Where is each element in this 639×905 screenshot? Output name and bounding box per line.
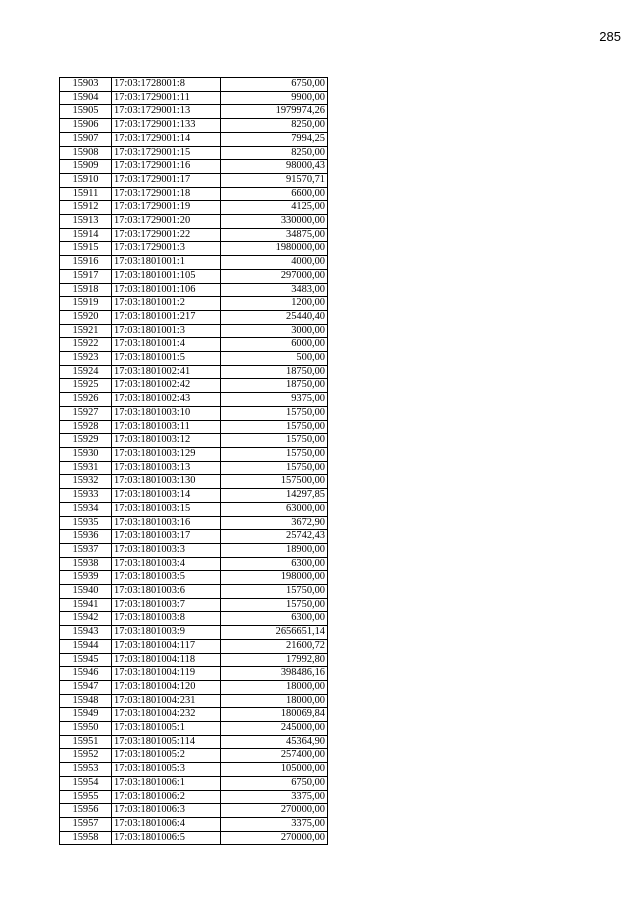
- value-cell: 25742,43: [221, 530, 328, 544]
- cadastral-number-cell: 17:03:1801001:2: [112, 297, 221, 311]
- value-cell: 18900,00: [221, 543, 328, 557]
- row-number-cell: 15923: [60, 352, 112, 366]
- row-number-cell: 15955: [60, 790, 112, 804]
- value-cell: 18000,00: [221, 680, 328, 694]
- row-number-cell: 15917: [60, 269, 112, 283]
- cadastral-number-cell: 17:03:1801006:2: [112, 790, 221, 804]
- row-number-cell: 15949: [60, 708, 112, 722]
- table-row: [60, 379, 328, 393]
- table-row: [60, 461, 328, 475]
- cadastral-number-cell: 17:03:1801005:3: [112, 763, 221, 777]
- value-cell: 6300,00: [221, 612, 328, 626]
- row-number-cell: 15906: [60, 119, 112, 133]
- row-number-cell: 15957: [60, 817, 112, 831]
- row-number-cell: 15956: [60, 804, 112, 818]
- cadastral-number-cell: 17:03:1801001:1: [112, 256, 221, 270]
- table-row: [60, 228, 328, 242]
- cadastral-number-cell: 17:03:1729001:15: [112, 146, 221, 160]
- row-number-cell: 15929: [60, 434, 112, 448]
- table-row: [60, 365, 328, 379]
- table-row: [60, 831, 328, 845]
- value-cell: 9375,00: [221, 393, 328, 407]
- row-number-cell: 15925: [60, 379, 112, 393]
- table-row: [60, 804, 328, 818]
- table-row: [60, 352, 328, 366]
- cadastral-number-cell: 17:03:1801006:5: [112, 831, 221, 845]
- table-row: [60, 626, 328, 640]
- cadastral-number-cell: 17:03:1801003:10: [112, 406, 221, 420]
- value-cell: 270000,00: [221, 804, 328, 818]
- cadastral-number-cell: 17:03:1801005:114: [112, 735, 221, 749]
- cadastral-number-cell: 17:03:1801002:42: [112, 379, 221, 393]
- value-cell: 1979974,26: [221, 105, 328, 119]
- value-cell: 15750,00: [221, 406, 328, 420]
- table-row: [60, 146, 328, 160]
- value-cell: 3483,00: [221, 283, 328, 297]
- table-row: [60, 78, 328, 92]
- value-cell: 15750,00: [221, 461, 328, 475]
- value-cell: 500,00: [221, 352, 328, 366]
- cadastral-number-cell: 17:03:1729001:17: [112, 173, 221, 187]
- table-row: [60, 763, 328, 777]
- row-number-cell: 15939: [60, 571, 112, 585]
- table-row: [60, 215, 328, 229]
- cadastral-number-cell: 17:03:1801003:3: [112, 543, 221, 557]
- row-number-cell: 15920: [60, 310, 112, 324]
- cadastral-number-cell: 17:03:1801004:120: [112, 680, 221, 694]
- table-row: [60, 639, 328, 653]
- table-row: [60, 598, 328, 612]
- row-number-cell: 15904: [60, 91, 112, 105]
- row-number-cell: 15924: [60, 365, 112, 379]
- value-cell: 63000,00: [221, 502, 328, 516]
- table-row: [60, 667, 328, 681]
- table-row: [60, 256, 328, 270]
- value-cell: 17992,80: [221, 653, 328, 667]
- row-number-cell: 15936: [60, 530, 112, 544]
- row-number-cell: 15911: [60, 187, 112, 201]
- row-number-cell: 15941: [60, 598, 112, 612]
- table-row: [60, 283, 328, 297]
- table-row: [60, 105, 328, 119]
- value-cell: 157500,00: [221, 475, 328, 489]
- value-cell: 15750,00: [221, 420, 328, 434]
- value-cell: 270000,00: [221, 831, 328, 845]
- row-number-cell: 15913: [60, 215, 112, 229]
- cadastral-number-cell: 17:03:1729001:19: [112, 201, 221, 215]
- value-cell: 15750,00: [221, 585, 328, 599]
- table-row: [60, 735, 328, 749]
- cadastral-number-cell: 17:03:1801003:7: [112, 598, 221, 612]
- table-row: [60, 694, 328, 708]
- value-cell: 98000,43: [221, 160, 328, 174]
- value-cell: 180069,84: [221, 708, 328, 722]
- cadastral-number-cell: 17:03:1729001:11: [112, 91, 221, 105]
- row-number-cell: 15935: [60, 516, 112, 530]
- value-cell: 3672,90: [221, 516, 328, 530]
- row-number-cell: 15934: [60, 502, 112, 516]
- cadastral-number-cell: 17:03:1801004:117: [112, 639, 221, 653]
- table-row: [60, 160, 328, 174]
- table-row: [60, 612, 328, 626]
- table-row: [60, 447, 328, 461]
- cadastral-number-cell: 17:03:1801002:43: [112, 393, 221, 407]
- table-row: [60, 557, 328, 571]
- value-cell: 3000,00: [221, 324, 328, 338]
- cadastral-number-cell: 17:03:1801001:105: [112, 269, 221, 283]
- row-number-cell: 15951: [60, 735, 112, 749]
- row-number-cell: 15903: [60, 78, 112, 92]
- row-number-cell: 15915: [60, 242, 112, 256]
- table-row: [60, 434, 328, 448]
- table-row: [60, 297, 328, 311]
- cadastral-number-cell: 17:03:1801003:4: [112, 557, 221, 571]
- cadastral-table-body: [60, 78, 328, 845]
- value-cell: 9900,00: [221, 91, 328, 105]
- value-cell: 245000,00: [221, 722, 328, 736]
- row-number-cell: 15942: [60, 612, 112, 626]
- value-cell: 45364,90: [221, 735, 328, 749]
- row-number-cell: 15952: [60, 749, 112, 763]
- value-cell: 15750,00: [221, 447, 328, 461]
- row-number-cell: 15926: [60, 393, 112, 407]
- value-cell: 6750,00: [221, 78, 328, 92]
- row-number-cell: 15916: [60, 256, 112, 270]
- cadastral-number-cell: 17:03:1801003:6: [112, 585, 221, 599]
- row-number-cell: 15945: [60, 653, 112, 667]
- row-number-cell: 15908: [60, 146, 112, 160]
- value-cell: 297000,00: [221, 269, 328, 283]
- cadastral-number-cell: 17:03:1801004:118: [112, 653, 221, 667]
- cadastral-number-cell: 17:03:1801003:8: [112, 612, 221, 626]
- cadastral-number-cell: 17:03:1801001:5: [112, 352, 221, 366]
- table-row: [60, 173, 328, 187]
- page-number: 285: [599, 29, 621, 44]
- row-number-cell: 15947: [60, 680, 112, 694]
- value-cell: 6300,00: [221, 557, 328, 571]
- value-cell: 18750,00: [221, 365, 328, 379]
- cadastral-number-cell: 17:03:1801003:17: [112, 530, 221, 544]
- cadastral-number-cell: 17:03:1801004:231: [112, 694, 221, 708]
- table-row: [60, 489, 328, 503]
- row-number-cell: 15909: [60, 160, 112, 174]
- table-row: [60, 187, 328, 201]
- value-cell: 1980000,00: [221, 242, 328, 256]
- table-row: [60, 324, 328, 338]
- table-row: [60, 817, 328, 831]
- table-row: [60, 516, 328, 530]
- row-number-cell: 15937: [60, 543, 112, 557]
- cadastral-number-cell: 17:03:1801001:4: [112, 338, 221, 352]
- table-row: [60, 269, 328, 283]
- value-cell: 3375,00: [221, 790, 328, 804]
- table-row: [60, 420, 328, 434]
- row-number-cell: 15948: [60, 694, 112, 708]
- row-number-cell: 15919: [60, 297, 112, 311]
- value-cell: 18000,00: [221, 694, 328, 708]
- cadastral-number-cell: 17:03:1801003:15: [112, 502, 221, 516]
- value-cell: 6600,00: [221, 187, 328, 201]
- table-row: [60, 338, 328, 352]
- value-cell: 8250,00: [221, 146, 328, 160]
- row-number-cell: 15931: [60, 461, 112, 475]
- row-number-cell: 15921: [60, 324, 112, 338]
- table-row: [60, 680, 328, 694]
- row-number-cell: 15943: [60, 626, 112, 640]
- table-row: [60, 722, 328, 736]
- value-cell: 3375,00: [221, 817, 328, 831]
- cadastral-number-cell: 17:03:1801006:1: [112, 776, 221, 790]
- cadastral-number-cell: 17:03:1729001:22: [112, 228, 221, 242]
- row-number-cell: 15946: [60, 667, 112, 681]
- row-number-cell: 15932: [60, 475, 112, 489]
- cadastral-number-cell: 17:03:1801005:2: [112, 749, 221, 763]
- table-row: [60, 132, 328, 146]
- table-row: [60, 571, 328, 585]
- row-number-cell: 15928: [60, 420, 112, 434]
- value-cell: 6750,00: [221, 776, 328, 790]
- cadastral-number-cell: 17:03:1801003:12: [112, 434, 221, 448]
- cadastral-number-cell: 17:03:1729001:3: [112, 242, 221, 256]
- cadastral-number-cell: 17:03:1801002:41: [112, 365, 221, 379]
- cadastral-number-cell: 17:03:1801001:217: [112, 310, 221, 324]
- table-row: [60, 749, 328, 763]
- cadastral-table: [59, 77, 328, 845]
- value-cell: 15750,00: [221, 598, 328, 612]
- value-cell: 105000,00: [221, 763, 328, 777]
- value-cell: 21600,72: [221, 639, 328, 653]
- value-cell: 2656651,14: [221, 626, 328, 640]
- row-number-cell: 15922: [60, 338, 112, 352]
- value-cell: 14297,85: [221, 489, 328, 503]
- cadastral-number-cell: 17:03:1729001:133: [112, 119, 221, 133]
- table-row: [60, 776, 328, 790]
- table-row: [60, 475, 328, 489]
- table-row: [60, 585, 328, 599]
- table-row: [60, 119, 328, 133]
- cadastral-number-cell: 17:03:1801003:129: [112, 447, 221, 461]
- cadastral-number-cell: 17:03:1801001:3: [112, 324, 221, 338]
- cadastral-number-cell: 17:03:1729001:18: [112, 187, 221, 201]
- value-cell: 330000,00: [221, 215, 328, 229]
- table-row: [60, 790, 328, 804]
- cadastral-number-cell: 17:03:1801003:11: [112, 420, 221, 434]
- table-row: [60, 242, 328, 256]
- cadastral-number-cell: 17:03:1801006:3: [112, 804, 221, 818]
- cadastral-number-cell: 17:03:1801001:106: [112, 283, 221, 297]
- value-cell: 15750,00: [221, 434, 328, 448]
- table-row: [60, 393, 328, 407]
- cadastral-number-cell: 17:03:1801003:16: [112, 516, 221, 530]
- table-row: [60, 91, 328, 105]
- value-cell: 18750,00: [221, 379, 328, 393]
- cadastral-number-cell: 17:03:1728001:8: [112, 78, 221, 92]
- value-cell: 91570,71: [221, 173, 328, 187]
- value-cell: 1200,00: [221, 297, 328, 311]
- cadastral-number-cell: 17:03:1729001:14: [112, 132, 221, 146]
- table-row: [60, 310, 328, 324]
- cadastral-number-cell: 17:03:1801003:9: [112, 626, 221, 640]
- row-number-cell: 15905: [60, 105, 112, 119]
- row-number-cell: 15933: [60, 489, 112, 503]
- row-number-cell: 15907: [60, 132, 112, 146]
- table-row: [60, 406, 328, 420]
- cadastral-number-cell: 17:03:1801006:4: [112, 817, 221, 831]
- value-cell: 4125,00: [221, 201, 328, 215]
- row-number-cell: 15930: [60, 447, 112, 461]
- table-row: [60, 653, 328, 667]
- cadastral-number-cell: 17:03:1729001:20: [112, 215, 221, 229]
- cadastral-number-cell: 17:03:1801003:14: [112, 489, 221, 503]
- table-row: [60, 502, 328, 516]
- cadastral-number-cell: 17:03:1801005:1: [112, 722, 221, 736]
- row-number-cell: 15954: [60, 776, 112, 790]
- row-number-cell: 15927: [60, 406, 112, 420]
- table-row: [60, 708, 328, 722]
- row-number-cell: 15953: [60, 763, 112, 777]
- cadastral-number-cell: 17:03:1729001:16: [112, 160, 221, 174]
- value-cell: 257400,00: [221, 749, 328, 763]
- value-cell: 7994,25: [221, 132, 328, 146]
- row-number-cell: 15940: [60, 585, 112, 599]
- value-cell: 6000,00: [221, 338, 328, 352]
- row-number-cell: 15938: [60, 557, 112, 571]
- row-number-cell: 15912: [60, 201, 112, 215]
- cadastral-number-cell: 17:03:1801004:232: [112, 708, 221, 722]
- cadastral-number-cell: 17:03:1801003:5: [112, 571, 221, 585]
- row-number-cell: 15918: [60, 283, 112, 297]
- row-number-cell: 15950: [60, 722, 112, 736]
- table-row: [60, 530, 328, 544]
- value-cell: 34875,00: [221, 228, 328, 242]
- row-number-cell: 15914: [60, 228, 112, 242]
- row-number-cell: 15910: [60, 173, 112, 187]
- cadastral-number-cell: 17:03:1729001:13: [112, 105, 221, 119]
- row-number-cell: 15944: [60, 639, 112, 653]
- table-row: [60, 201, 328, 215]
- cadastral-number-cell: 17:03:1801003:13: [112, 461, 221, 475]
- cadastral-number-cell: 17:03:1801004:119: [112, 667, 221, 681]
- value-cell: 8250,00: [221, 119, 328, 133]
- value-cell: 198000,00: [221, 571, 328, 585]
- value-cell: 4000,00: [221, 256, 328, 270]
- cadastral-number-cell: 17:03:1801003:130: [112, 475, 221, 489]
- value-cell: 25440,40: [221, 310, 328, 324]
- row-number-cell: 15958: [60, 831, 112, 845]
- table-row: [60, 543, 328, 557]
- value-cell: 398486,16: [221, 667, 328, 681]
